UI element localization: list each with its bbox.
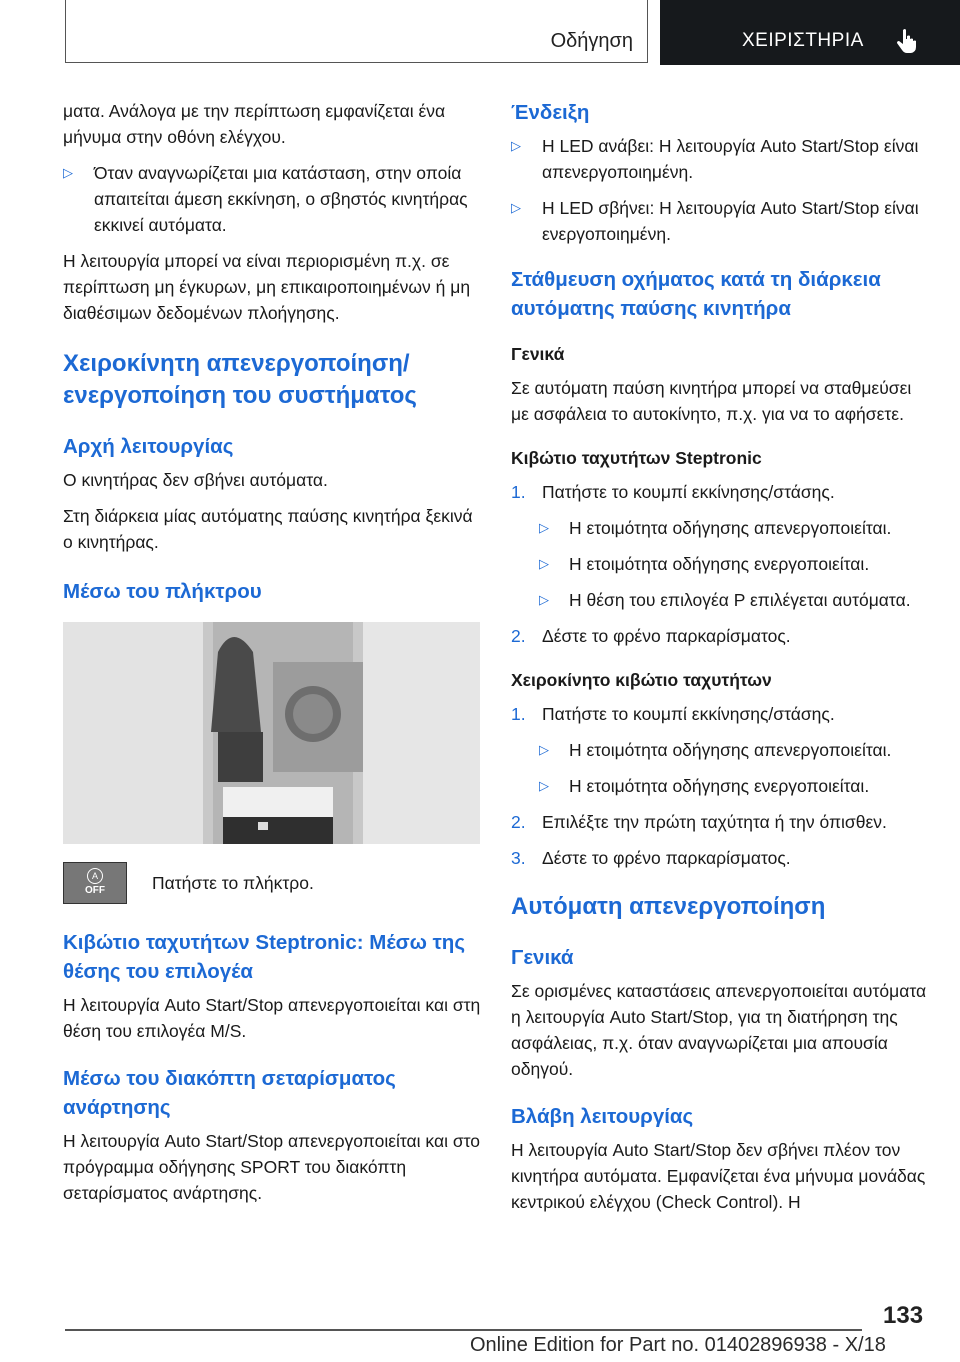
triangle-bullet-icon: ▷ [539,556,549,571]
numbered-step: 2. Επιλέξτε την πρώτη ταχύτητα ή την όπισθεν. [511,812,887,832]
header-section-tab [65,0,648,63]
numbered-step: 3. Δέστε το φρένο παρκαρίσματος. [511,848,791,868]
subsection-heading: Γενικά [511,946,574,969]
sub-bullet-item: ▷ Η ετοιμότητα οδήγησης ενεργοποιείται. [511,551,931,577]
paragraph: Η λειτουργία Auto Start/Stop απενεργοποιείται και στη θέση του επιλογέα M/S. [63,995,481,1041]
triangle-bullet-icon: ▷ [539,592,549,607]
subsection-heading: Κιβώτιο ταχυτήτων Steptronic: Μέσω της θέσης του επιλογέα [63,931,465,983]
numbered-step: 2. Δέστε το φρένο παρκαρίσματος. [511,626,791,646]
numbered-step: 1. Πατήστε το κουμπί εκκίνησης/στάσης. [511,704,835,724]
header-chapter-title: ΧΕΙΡΙΣΤΗΡΙΑ [742,30,864,51]
paragraph: ματα. Ανάλογα με την περίπτωση εμφανίζεται ένα μήνυμα στην οθόνη ελέγχου. [63,101,446,147]
minor-heading: Γενικά [511,344,565,364]
paragraph: Η λειτουργία μπορεί να είναι περιορισμένη π.χ. σε περίπτωση μη έγκυρων, μη επικαιροποιημένων ή μη διαθέσιμων δεδομένων πλοήγησης. [63,251,471,323]
subsection-heading: Στάθμευση οχήματος κατά τη διάρκεια αυτόματης παύσης κινητήρα [511,268,881,320]
paragraph: Σε αυτόματη παύση κινητήρα μπορεί να σταθμεύσει με ασφάλεια το αυτοκίνητο, π.χ. για να το αφήσετε. [511,378,912,424]
triangle-bullet-icon: ▷ [539,520,549,535]
footer-edition: Online Edition for Part no. 01402896938 - X/18 [470,1334,886,1356]
triangle-bullet-icon: ▷ [539,778,549,793]
minor-heading: Κιβώτιο ταχυτήτων Steptronic [511,448,762,468]
subsection-heading: Μέσω του διακόπτη σεταρίσματος ανάρτησης [63,1067,396,1119]
minor-heading: Χειροκίνητο κιβώτιο ταχυτήτων [511,670,772,690]
bullet-item: ▷ Η LED ανάβει: Η λειτουργία Auto Start/Stop είναι απενεργοποιημένη. [511,133,931,185]
triangle-bullet-icon: ▷ [539,742,549,757]
subsection-heading: Βλάβη λειτουργίας [511,1105,694,1128]
section-heading: Αυτόματη απενεργοποίηση [511,893,826,920]
paragraph: Στη διάρκεια μίας αυτόματης παύσης κινητήρα ξεκινά ο κινητήρας. [63,506,473,552]
paragraph: Η λειτουργία Auto Start/Stop απενεργοποιείται και στο πρόγραμμα οδήγησης SPORT του διακόπτη σεταρίσματος ανάρτησης. [63,1131,481,1203]
paragraph: Ο κινητήρας δεν σβήνει αυτόματα. [63,470,328,490]
paragraph: Πατήστε το πλήκτρο. [152,873,314,893]
bullet-item: ▷ Όταν αναγνωρίζεται μια κατάσταση, στην οποία απαιτείται άμεση εκκίνηση, ο σβηστός κινητήρας εκκινεί αυτόματα. [63,160,483,238]
footer-divider [65,1329,862,1331]
paragraph: Σε ορισμένες καταστάσεις απενεργοποιείται αυτόματα η λειτουργία Auto Start/Stop, για τη διατήρηση της ασφάλειας, π.χ. όταν αναγνωρίζεται μια απουσία οδηγού. [511,981,927,1079]
section-heading: Χειροκίνητη απενεργοποίηση/ ενεργοποίηση του συστήματος [63,350,417,409]
center-console-photo [63,622,480,844]
left-column [63,98,483,1216]
numbered-step: 1. Πατήστε το κουμπί εκκίνησης/στάσης. [511,482,835,502]
paragraph: Η λειτουργία Auto Start/Stop δεν σβήνει πλέον τον κινητήρα αυτόματα. Εμφανίζεται ένα μήνυμα μονάδας κεντρικού ελέγχου (Check Control). Η [511,1140,926,1212]
triangle-bullet-icon: ▷ [63,165,73,180]
subsection-heading: Μέσω του πλήκτρου [63,580,262,603]
hand-pointer-icon [896,28,920,54]
auto-start-stop-off-button-icon: A OFF [63,862,127,904]
sub-bullet-item: ▷ Η ετοιμότητα οδήγησης ενεργοποιείται. [511,773,931,799]
header-chapter-tab [660,0,960,65]
subsection-heading: Ένδειξη [511,101,590,124]
sub-bullet-item: ▷ Η ετοιμότητα οδήγησης απενεργοποιείται. [511,515,931,541]
bullet-item: ▷ Η LED σβήνει: Η λειτουργία Auto Start/Stop είναι ενεργοποιημένη. [511,195,931,247]
page-number: 133 [883,1302,924,1329]
triangle-bullet-icon: ▷ [511,138,521,153]
header-section-title: Οδήγηση [550,30,633,52]
subsection-heading: Αρχή λειτουργίας [63,435,234,458]
triangle-bullet-icon: ▷ [511,200,521,215]
right-column [511,98,931,1225]
button-instruction [63,862,483,904]
sub-bullet-item: ▷ Η ετοιμότητα οδήγησης απενεργοποιείται. [511,737,931,763]
sub-bullet-item: ▷ Η θέση του επιλογέα P επιλέγεται αυτόματα. [511,587,931,613]
